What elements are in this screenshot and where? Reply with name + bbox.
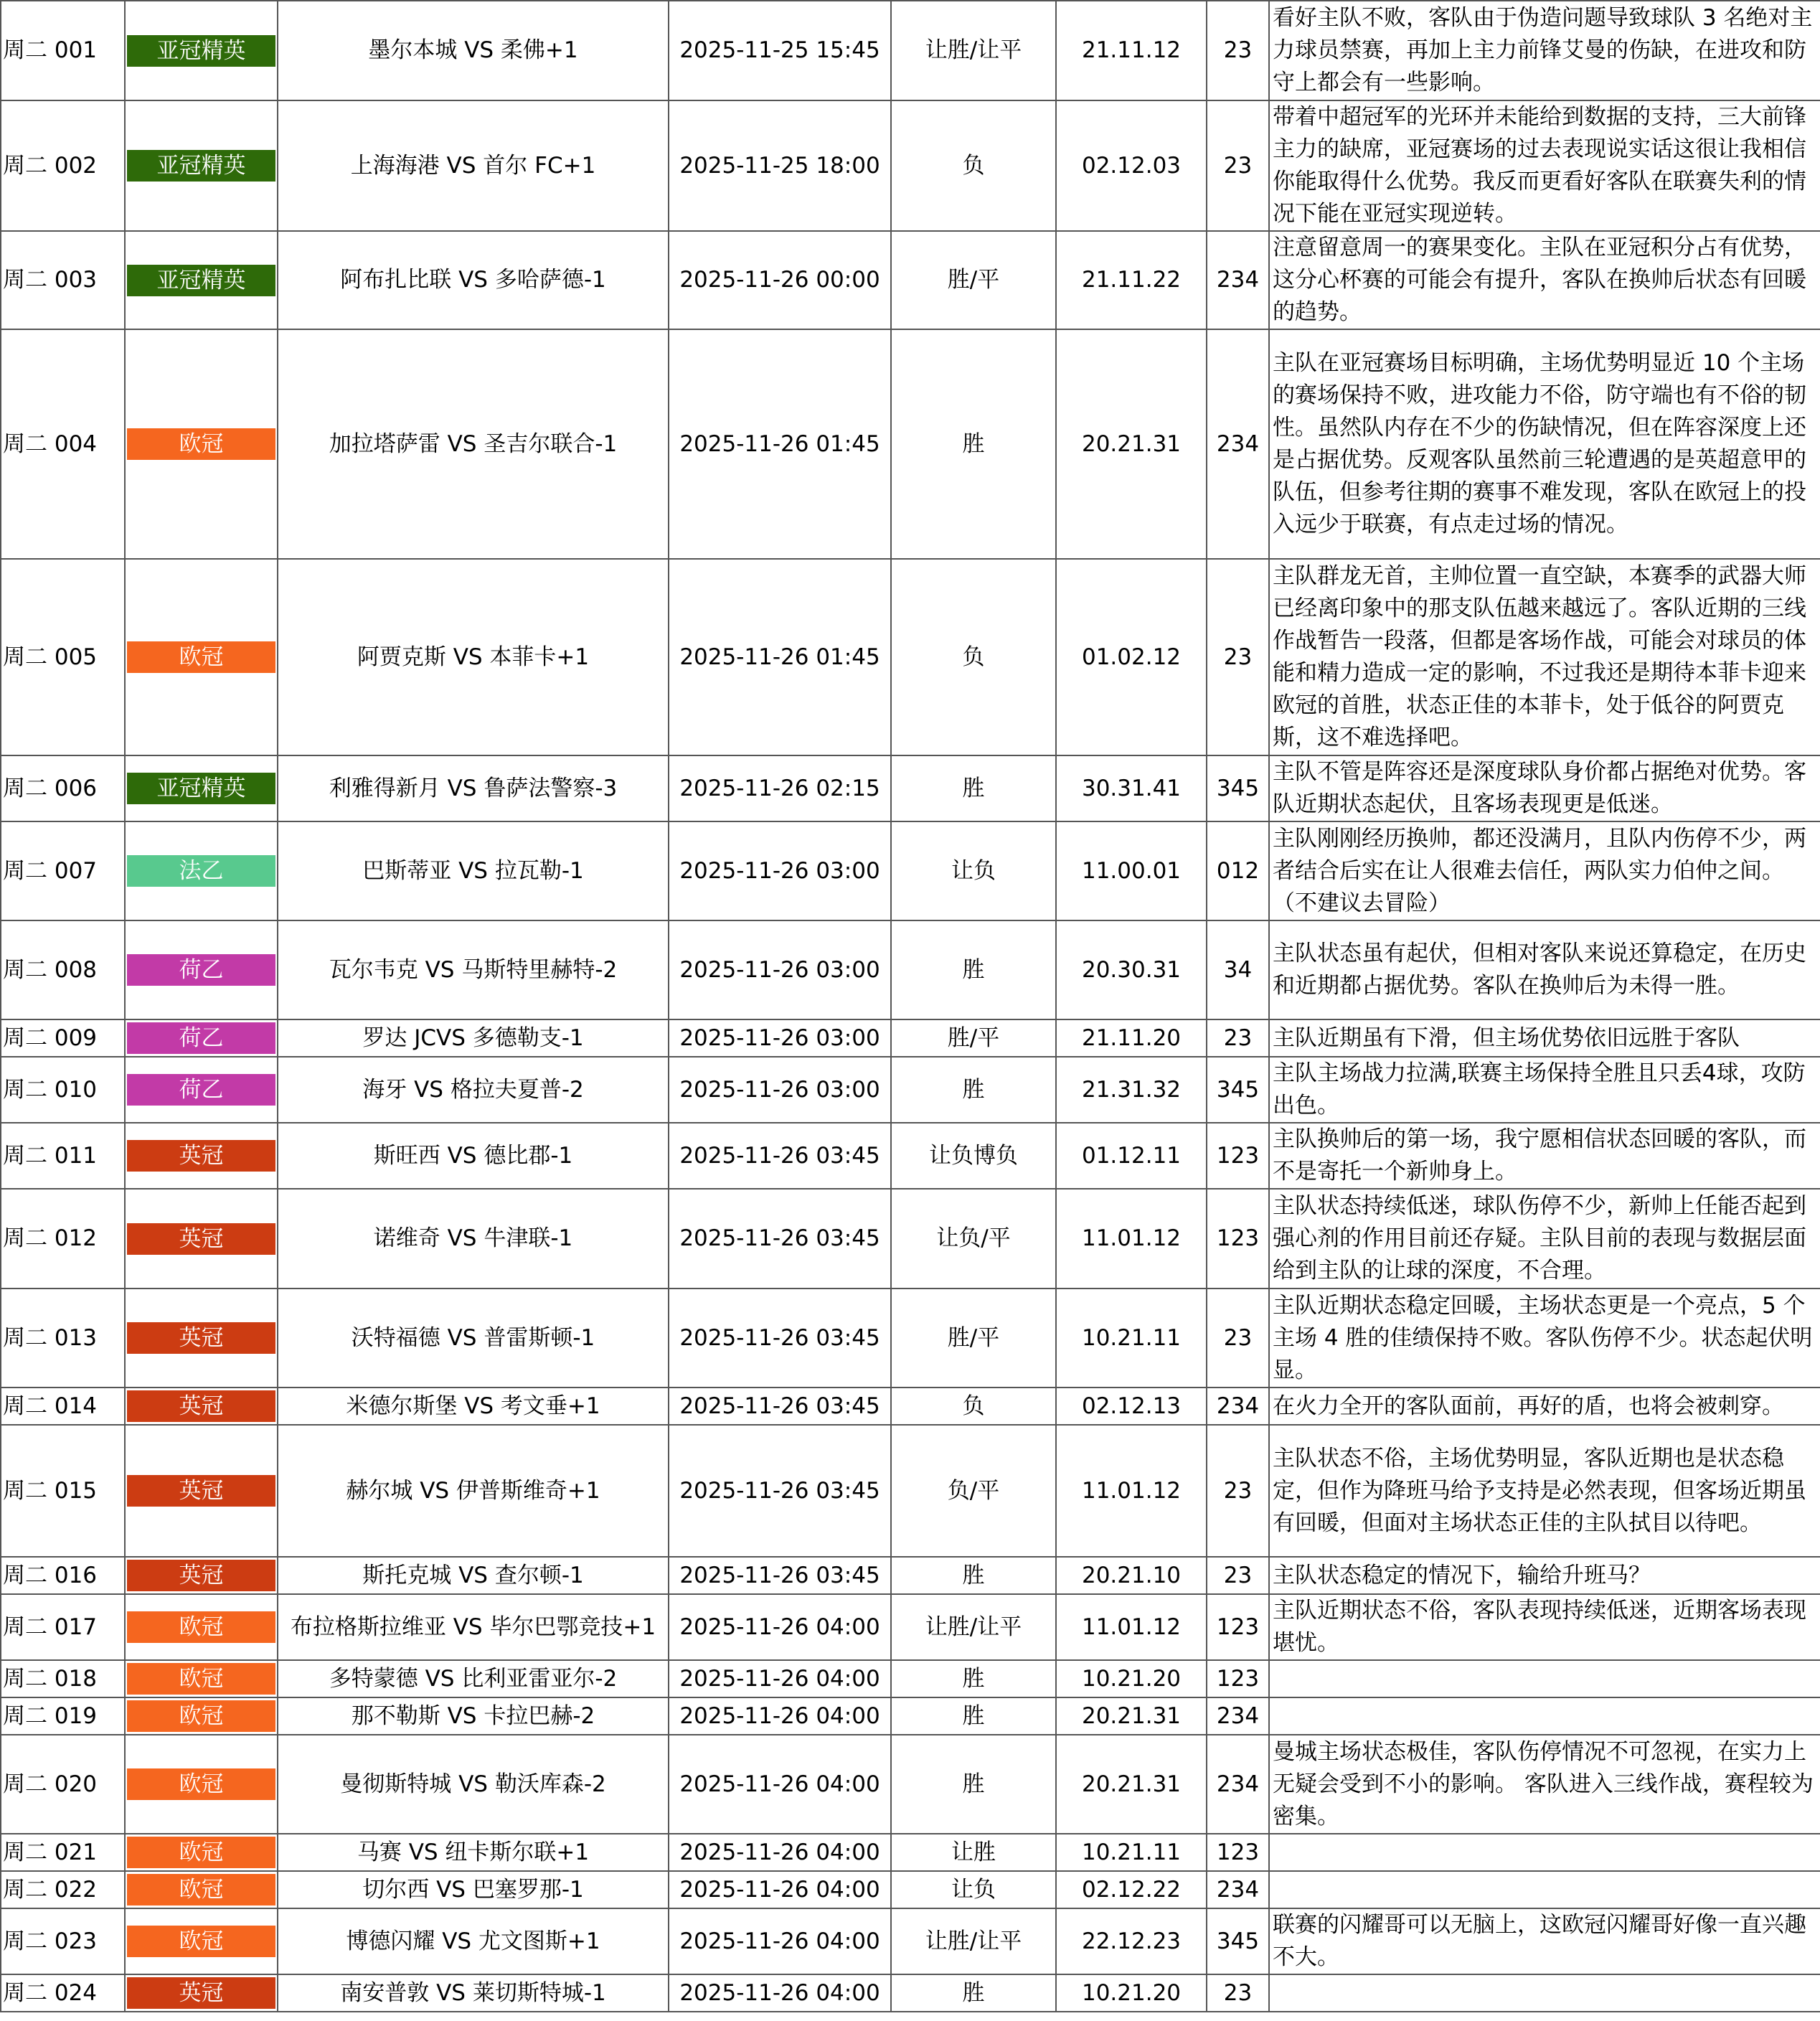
table-row [1, 1974, 1820, 2012]
league-cell [125, 329, 278, 559]
league-badge: 英冠 [127, 1560, 275, 1591]
match-time: 2025-11-26 03:45 [669, 1388, 891, 1425]
table-row [1, 1388, 1820, 1425]
table-row [1, 755, 1820, 821]
match-odds: 02.12.03 [1056, 100, 1207, 231]
league-badge: 亚冠精英 [127, 265, 275, 296]
match-number: 周二 015 [1, 1425, 125, 1557]
league-cell [125, 1, 278, 100]
match-odds: 21.11.12 [1056, 1, 1207, 100]
total-goals: 123 [1207, 1123, 1269, 1189]
league-cell [125, 100, 278, 231]
match-teams: 马赛 VS 纽卡斯尔联+1 [278, 1834, 669, 1871]
match-odds: 20.21.10 [1056, 1557, 1207, 1594]
match-odds: 20.30.31 [1056, 920, 1207, 1019]
match-number: 周二 004 [1, 329, 125, 559]
total-goals: 123 [1207, 1594, 1269, 1660]
match-number: 周二 008 [1, 920, 125, 1019]
total-goals: 234 [1207, 329, 1269, 559]
match-pick: 胜 [891, 1735, 1056, 1834]
table-row [1, 1834, 1820, 1871]
league-badge: 英冠 [127, 1475, 275, 1507]
match-number: 周二 011 [1, 1123, 125, 1189]
match-time: 2025-11-26 00:00 [669, 231, 891, 329]
league-badge: 欧冠 [127, 641, 275, 673]
league-badge: 亚冠精英 [127, 150, 275, 182]
total-goals: 345 [1207, 755, 1269, 821]
match-teams: 罗达 JCVS 多德勒支-1 [278, 1019, 669, 1057]
match-number: 周二 006 [1, 755, 125, 821]
match-analysis [1269, 1697, 1820, 1735]
total-goals: 123 [1207, 1834, 1269, 1871]
total-goals: 23 [1207, 1019, 1269, 1057]
total-goals: 23 [1207, 559, 1269, 755]
league-badge: 英冠 [127, 1322, 275, 1354]
match-number: 周二 012 [1, 1189, 125, 1289]
match-teams: 诺维奇 VS 牛津联-1 [278, 1189, 669, 1289]
table-row [1, 1594, 1820, 1660]
league-cell [125, 1057, 278, 1123]
match-pick: 让负/平 [891, 1189, 1056, 1289]
match-analysis [1269, 1871, 1820, 1908]
match-number: 周二 007 [1, 821, 125, 920]
match-teams: 阿布扎比联 VS 多哈萨德-1 [278, 231, 669, 329]
match-analysis: 看好主队不败，客队由于伪造问题导致球队 3 名绝对主力球员禁赛，再加上主力前锋艾曼的伤缺，在进攻和防守上都会有一些影响。 [1269, 1, 1820, 100]
league-cell [125, 1697, 278, 1735]
league-badge: 欧冠 [127, 1874, 275, 1905]
league-cell [125, 1908, 278, 1974]
match-pick: 负 [891, 100, 1056, 231]
league-cell [125, 1388, 278, 1425]
league-cell [125, 1735, 278, 1834]
match-odds: 22.12.23 [1056, 1908, 1207, 1974]
total-goals: 34 [1207, 920, 1269, 1019]
league-cell [125, 821, 278, 920]
table-row [1, 1189, 1820, 1289]
match-pick: 负 [891, 559, 1056, 755]
total-goals: 234 [1207, 1388, 1269, 1425]
total-goals: 23 [1207, 1974, 1269, 2012]
match-analysis: 注意留意周一的赛果变化。主队在亚冠积分占有优势，这分心杯赛的可能会有提升，客队在换帅后状态有回暖的趋势。 [1269, 231, 1820, 329]
match-teams: 赫尔城 VS 伊普斯维奇+1 [278, 1425, 669, 1557]
match-odds: 30.31.41 [1056, 755, 1207, 821]
match-pick: 负 [891, 1388, 1056, 1425]
match-odds: 11.01.12 [1056, 1594, 1207, 1660]
total-goals: 234 [1207, 1697, 1269, 1735]
table-row [1, 1123, 1820, 1189]
match-teams: 切尔西 VS 巴塞罗那-1 [278, 1871, 669, 1908]
league-badge: 欧冠 [127, 1926, 275, 1957]
league-badge: 欧冠 [127, 1837, 275, 1868]
match-number: 周二 016 [1, 1557, 125, 1594]
match-rows [1, 1, 1820, 2012]
match-analysis: 主队状态不俗，主场优势明显，客队近期也是状态稳定，但作为降班马给予支持是必然表现，但客场近期虽有回暖，但面对主场状态正佳的主队拭目以待吧。 [1269, 1425, 1820, 1557]
match-odds: 11.01.12 [1056, 1189, 1207, 1289]
match-teams: 瓦尔韦克 VS 马斯特里赫特-2 [278, 920, 669, 1019]
table-row [1, 821, 1820, 920]
match-analysis: 主队换帅后的第一场，我宁愿相信状态回暖的客队，而不是寄托一个新帅身上。 [1269, 1123, 1820, 1189]
league-badge: 欧冠 [127, 1700, 275, 1732]
match-teams: 博德闪耀 VS 尤文图斯+1 [278, 1908, 669, 1974]
match-teams: 沃特福德 VS 普雷斯顿-1 [278, 1289, 669, 1388]
match-analysis: 主队刚刚经历换帅，都还没满月，且队内伤停不少，两者结合后实在让人很难去信任，两队实力伯仲之间。（不建议去冒险） [1269, 821, 1820, 920]
match-time: 2025-11-25 18:00 [669, 100, 891, 231]
match-odds: 10.21.20 [1056, 1660, 1207, 1697]
match-teams: 海牙 VS 格拉夫夏普-2 [278, 1057, 669, 1123]
match-time: 2025-11-26 04:00 [669, 1834, 891, 1871]
total-goals: 23 [1207, 100, 1269, 231]
match-time: 2025-11-26 03:45 [669, 1123, 891, 1189]
league-badge: 英冠 [127, 1140, 275, 1172]
league-badge: 欧冠 [127, 1768, 275, 1800]
table-row [1, 920, 1820, 1019]
match-time: 2025-11-26 04:00 [669, 1735, 891, 1834]
match-time: 2025-11-26 04:00 [669, 1974, 891, 2012]
match-number: 周二 001 [1, 1, 125, 100]
table-row [1, 1908, 1820, 1974]
match-number: 周二 020 [1, 1735, 125, 1834]
match-pick: 让胜/让平 [891, 1908, 1056, 1974]
table-row [1, 559, 1820, 755]
match-time: 2025-11-25 15:45 [669, 1, 891, 100]
league-cell [125, 1019, 278, 1057]
match-time: 2025-11-26 02:15 [669, 755, 891, 821]
total-goals: 23 [1207, 1, 1269, 100]
match-pick: 胜 [891, 1660, 1056, 1697]
league-cell [125, 1871, 278, 1908]
match-odds: 10.21.20 [1056, 1974, 1207, 2012]
match-analysis: 主队状态持续低迷，球队伤停不少，新帅上任能否起到强心剂的作用目前还存疑。主队目前的表现与数据层面给到主队的让球的深度，不合理。 [1269, 1189, 1820, 1289]
table-row [1, 1735, 1820, 1834]
match-odds: 10.21.11 [1056, 1834, 1207, 1871]
match-odds: 20.21.31 [1056, 1697, 1207, 1735]
match-time: 2025-11-26 04:00 [669, 1697, 891, 1735]
match-pick: 胜 [891, 920, 1056, 1019]
match-teams: 斯旺西 VS 德比郡-1 [278, 1123, 669, 1189]
match-pick: 胜 [891, 1557, 1056, 1594]
league-cell [125, 1594, 278, 1660]
match-time: 2025-11-26 03:00 [669, 821, 891, 920]
league-cell [125, 920, 278, 1019]
total-goals: 23 [1207, 1289, 1269, 1388]
league-cell [125, 1189, 278, 1289]
match-analysis: 主队主场战力拉满,联赛主场保持全胜且只丢4球，攻防出色。 [1269, 1057, 1820, 1123]
match-pick: 胜 [891, 1697, 1056, 1735]
league-badge: 欧冠 [127, 428, 275, 460]
league-badge: 亚冠精英 [127, 773, 275, 804]
match-time: 2025-11-26 03:00 [669, 1057, 891, 1123]
match-pick: 胜 [891, 329, 1056, 559]
match-pick: 胜 [891, 1057, 1056, 1123]
league-cell [125, 231, 278, 329]
total-goals: 234 [1207, 231, 1269, 329]
match-pick: 让胜/让平 [891, 1, 1056, 100]
league-cell [125, 1974, 278, 2012]
match-time: 2025-11-26 03:45 [669, 1189, 891, 1289]
match-number: 周二 017 [1, 1594, 125, 1660]
league-badge: 英冠 [127, 1390, 275, 1422]
match-pick: 让胜 [891, 1834, 1056, 1871]
match-odds: 01.12.11 [1056, 1123, 1207, 1189]
match-teams: 上海海港 VS 首尔 FC+1 [278, 100, 669, 231]
match-odds: 11.00.01 [1056, 821, 1207, 920]
match-analysis: 在火力全开的客队面前，再好的盾，也将会被刺穿。 [1269, 1388, 1820, 1425]
league-cell [125, 755, 278, 821]
match-analysis: 主队在亚冠赛场目标明确，主场优势明显近 10 个主场的赛场保持不败，进攻能力不俗，防守端也有不俗的韧性。虽然队内存在不少的伤缺情况，但在阵容深度上还是占据优势。反观客队虽然前三轮遭遇的是英超意甲的队伍，但参考往期的赛事不难发现，客队在欧冠上的投入远少于联赛，有点走过场的情况。 [1269, 329, 1820, 559]
league-cell [125, 1123, 278, 1189]
match-teams: 布拉格斯拉维亚 VS 毕尔巴鄂竞技+1 [278, 1594, 669, 1660]
league-cell [125, 1660, 278, 1697]
match-odds: 11.01.12 [1056, 1425, 1207, 1557]
match-analysis: 主队群龙无首，主帅位置一直空缺，本赛季的武器大师已经离印象中的那支队伍越来越远了。客队近期的三线作战暂告一段落，但都是客场作战，可能会对球员的体能和精力造成一定的影响，不过我还是期待本菲卡迎来欧冠的首胜，状态正佳的本菲卡，处于低谷的阿贾克斯，这不难选择吧。 [1269, 559, 1820, 755]
match-number: 周二 009 [1, 1019, 125, 1057]
match-number: 周二 018 [1, 1660, 125, 1697]
match-teams: 加拉塔萨雷 VS 圣吉尔联合-1 [278, 329, 669, 559]
table-row [1, 1289, 1820, 1388]
match-analysis: 带着中超冠军的光环并未能给到数据的支持，三大前锋主力的缺席，亚冠赛场的过去表现说实话这很让我相信你能取得什么优势。我反而更看好客队在联赛失利的情况下能在亚冠实现逆转。 [1269, 100, 1820, 231]
match-teams: 南安普敦 VS 莱切斯特城-1 [278, 1974, 669, 2012]
match-number: 周二 013 [1, 1289, 125, 1388]
match-odds: 21.11.20 [1056, 1019, 1207, 1057]
table-row [1, 1697, 1820, 1735]
match-number: 周二 002 [1, 100, 125, 231]
match-odds: 02.12.13 [1056, 1388, 1207, 1425]
total-goals: 123 [1207, 1189, 1269, 1289]
match-number: 周二 003 [1, 231, 125, 329]
match-odds: 20.21.31 [1056, 1735, 1207, 1834]
match-analysis [1269, 1834, 1820, 1871]
table-row [1, 100, 1820, 231]
match-time: 2025-11-26 04:00 [669, 1871, 891, 1908]
match-pick: 让负 [891, 1871, 1056, 1908]
match-time: 2025-11-26 03:00 [669, 1019, 891, 1057]
table-row [1, 1660, 1820, 1697]
table-row [1, 1, 1820, 100]
match-time: 2025-11-26 04:00 [669, 1660, 891, 1697]
match-number: 周二 010 [1, 1057, 125, 1123]
match-odds: 20.21.31 [1056, 329, 1207, 559]
match-pick: 胜/平 [891, 1289, 1056, 1388]
match-teams: 斯托克城 VS 查尔顿-1 [278, 1557, 669, 1594]
table-row [1, 1871, 1820, 1908]
match-number: 周二 014 [1, 1388, 125, 1425]
table-row [1, 1557, 1820, 1594]
league-cell [125, 1425, 278, 1557]
total-goals: 012 [1207, 821, 1269, 920]
match-odds: 10.21.11 [1056, 1289, 1207, 1388]
match-time: 2025-11-26 04:00 [669, 1908, 891, 1974]
total-goals: 234 [1207, 1735, 1269, 1834]
match-teams: 曼彻斯特城 VS 勒沃库森-2 [278, 1735, 669, 1834]
match-pick: 负/平 [891, 1425, 1056, 1557]
match-analysis: 主队不管是阵容还是深度球队身价都占据绝对优势。客队近期状态起伏，且客场表现更是低迷。 [1269, 755, 1820, 821]
match-teams: 米德尔斯堡 VS 考文垂+1 [278, 1388, 669, 1425]
match-time: 2025-11-26 04:00 [669, 1594, 891, 1660]
match-pick: 胜/平 [891, 1019, 1056, 1057]
league-cell [125, 1557, 278, 1594]
league-badge: 荷乙 [127, 954, 275, 986]
match-pick: 让胜/让平 [891, 1594, 1056, 1660]
match-teams: 那不勒斯 VS 卡拉巴赫-2 [278, 1697, 669, 1735]
match-time: 2025-11-26 01:45 [669, 559, 891, 755]
match-number: 周二 019 [1, 1697, 125, 1735]
league-badge: 荷乙 [127, 1074, 275, 1106]
match-time: 2025-11-26 03:45 [669, 1557, 891, 1594]
match-odds: 02.12.22 [1056, 1871, 1207, 1908]
match-teams: 墨尔本城 VS 柔佛+1 [278, 1, 669, 100]
table-row [1, 329, 1820, 559]
total-goals: 123 [1207, 1660, 1269, 1697]
total-goals: 345 [1207, 1908, 1269, 1974]
total-goals: 234 [1207, 1871, 1269, 1908]
match-time: 2025-11-26 03:45 [669, 1425, 891, 1557]
league-badge: 亚冠精英 [127, 35, 275, 67]
match-analysis: 曼城主场状态极佳，客队伤停情况不可忽视，在实力上无疑会受到不小的影响。 客队进入三线作战，赛程较为密集。 [1269, 1735, 1820, 1834]
match-number: 周二 023 [1, 1908, 125, 1974]
league-cell [125, 1834, 278, 1871]
league-badge: 欧冠 [127, 1611, 275, 1643]
league-badge: 荷乙 [127, 1022, 275, 1054]
match-pick: 让负博负 [891, 1123, 1056, 1189]
match-analysis [1269, 1660, 1820, 1697]
total-goals: 23 [1207, 1425, 1269, 1557]
match-number: 周二 005 [1, 559, 125, 755]
match-odds: 21.11.22 [1056, 231, 1207, 329]
match-analysis: 主队近期状态不俗，客队表现持续低迷，近期客场表现堪忧。 [1269, 1594, 1820, 1660]
match-number: 周二 024 [1, 1974, 125, 2012]
match-teams: 利雅得新月 VS 鲁萨法警察-3 [278, 755, 669, 821]
match-pick: 胜 [891, 755, 1056, 821]
match-analysis [1269, 1974, 1820, 2012]
league-cell [125, 1289, 278, 1388]
total-goals: 345 [1207, 1057, 1269, 1123]
match-odds: 21.31.32 [1056, 1057, 1207, 1123]
match-analysis: 联赛的闪耀哥可以无脑上，这欧冠闪耀哥好像一直兴趣不大。 [1269, 1908, 1820, 1974]
league-badge: 法乙 [127, 855, 275, 887]
match-pick: 胜 [891, 1974, 1056, 2012]
match-odds: 01.02.12 [1056, 559, 1207, 755]
table-row [1, 1019, 1820, 1057]
match-teams: 巴斯蒂亚 VS 拉瓦勒-1 [278, 821, 669, 920]
match-number: 周二 021 [1, 1834, 125, 1871]
league-badge: 英冠 [127, 1977, 275, 2009]
match-pick: 胜/平 [891, 231, 1056, 329]
match-analysis: 主队近期虽有下滑，但主场优势依旧远胜于客队 [1269, 1019, 1820, 1057]
match-pick: 让负 [891, 821, 1056, 920]
league-cell [125, 559, 278, 755]
match-teams: 阿贾克斯 VS 本菲卡+1 [278, 559, 669, 755]
match-number: 周二 022 [1, 1871, 125, 1908]
match-teams: 多特蒙德 VS 比利亚雷亚尔-2 [278, 1660, 669, 1697]
league-badge: 英冠 [127, 1223, 275, 1255]
table-row [1, 1425, 1820, 1557]
league-badge: 欧冠 [127, 1663, 275, 1695]
match-analysis: 主队近期状态稳定回暖，主场状态更是一个亮点，5 个主场 4 胜的佳绩保持不败。客队伤停不少。状态起伏明显。 [1269, 1289, 1820, 1388]
match-analysis: 主队状态稳定的情况下，输给升班马？ [1269, 1557, 1820, 1594]
match-time: 2025-11-26 03:45 [669, 1289, 891, 1388]
match-time: 2025-11-26 01:45 [669, 329, 891, 559]
total-goals: 23 [1207, 1557, 1269, 1594]
table-row [1, 231, 1820, 329]
table-row [1, 1057, 1820, 1123]
match-analysis: 主队状态虽有起伏，但相对客队来说还算稳定，在历史和近期都占据优势。客队在换帅后为未得一胜。 [1269, 920, 1820, 1019]
match-time: 2025-11-26 03:00 [669, 920, 891, 1019]
